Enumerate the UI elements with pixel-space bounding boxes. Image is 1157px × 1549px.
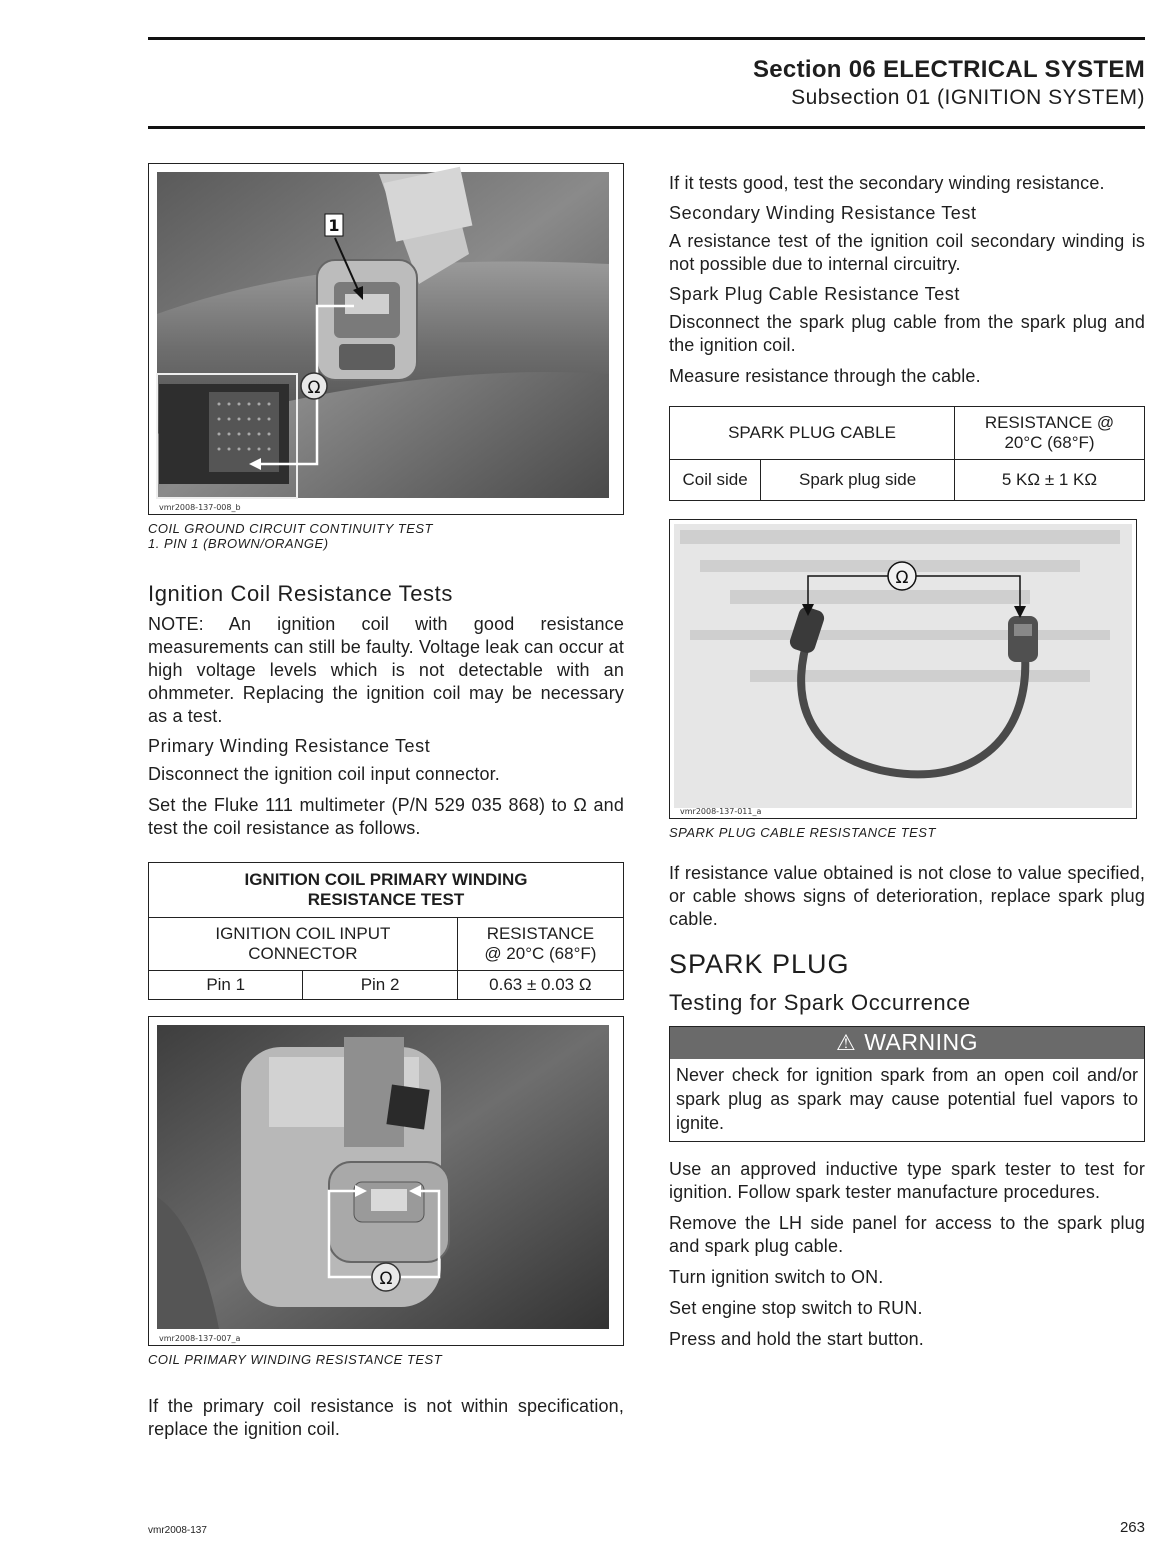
figure-id: vmr2008-137-008_b [159, 503, 241, 512]
ohm-symbol-1: Ω [307, 378, 321, 398]
paragraph-disconnect: Disconnect the ignition coil input connector. [148, 764, 500, 784]
heading-testing-spark: Testing for Spark Occurrence [669, 990, 971, 1015]
table-header-resistance: RESISTANCE @ 20°C (68°F) [955, 407, 1145, 460]
step-paragraph: Press and hold the start button. [669, 1329, 924, 1349]
figure-caption: COIL PRIMARY WINDING RESISTANCE TEST [148, 1352, 443, 1367]
warning-icon: ⚠ [835, 1030, 857, 1055]
step-paragraph: Set engine stop switch to RUN. [669, 1298, 923, 1318]
heading-spark-plug-cable: Spark Plug Cable Resistance Test [669, 284, 961, 304]
table-cell-pin1: Pin 1 [149, 971, 303, 1000]
footer-page-number: 263 [1119, 1519, 1145, 1536]
figure-caption: SPARK PLUG CABLE RESISTANCE TEST [669, 825, 936, 840]
warning-title: WARNING [864, 1029, 979, 1055]
step-paragraph: Turn ignition switch to ON. [669, 1267, 884, 1287]
warning-box [669, 1026, 1145, 1142]
paragraph-set-multimeter: Set the Fluke 111 multimeter (P/N 529 035 868) to Ω and test the coil resistance as follows. [148, 795, 624, 838]
paragraph-secondary: A resistance test of the ignition coil secondary winding is not possible due to internal circuitry. [669, 231, 1145, 274]
left-column [148, 163, 624, 1449]
paragraph-replace-cable: If resistance value obtained is not close to value specified, or cable shows signs of deterioration, replace spark plug cable. [669, 863, 1145, 929]
note-paragraph: NOTE: An ignition coil with good resistance measurements can still be faulty. Voltage leak can occur at high voltage levels which is not detectable with an ohmmeter. Replacing the ignition coil may be necessary as a test. [148, 614, 624, 726]
table-header-resistance: RESISTANCE @ 20°C (68°F) [457, 918, 623, 971]
figure-id: vmr2008-137-007_a [159, 1334, 241, 1343]
figure-coil-ground-test [148, 163, 624, 515]
primary-winding-table [148, 862, 624, 1000]
step-paragraph: Use an approved inductive type spark tester to test for ignition. Follow spark tester manufacture procedures. [669, 1159, 1145, 1202]
header-rule [148, 126, 1145, 129]
table-title: IGNITION COIL PRIMARY WINDING RESISTANCE TEST [149, 863, 624, 918]
section-title: Section 06 ELECTRICAL SYSTEM [752, 56, 1145, 83]
heading-secondary-winding: Secondary Winding Resistance Test [669, 203, 977, 223]
table-header-connector: IGNITION COIL INPUT CONNECTOR [149, 918, 458, 971]
table-cell-plug-side: Spark plug side [761, 460, 955, 501]
paragraph-replace-coil: If the primary coil resistance is not within specification, replace the ignition coil. [148, 1396, 624, 1439]
table-cell-resistance-value: 0.63 ± 0.03 Ω [457, 971, 623, 1000]
right-column [669, 172, 1145, 1359]
table-cell-pin2: Pin 2 [303, 971, 457, 1000]
subsection-title: Subsection 01 (IGNITION SYSTEM) [791, 86, 1145, 109]
figure-cable-resistance-test [669, 519, 1137, 819]
spark-plug-cable-table [669, 406, 1145, 501]
heading-primary-winding: Primary Winding Resistance Test [148, 736, 431, 756]
callout-1: 1 [328, 216, 340, 235]
figure-primary-winding-test [148, 1016, 624, 1346]
ohm-symbol-2: Ω [379, 1269, 393, 1289]
ohm-symbol-3: Ω [895, 568, 909, 588]
figure-id: vmr2008-137-011_a [680, 807, 762, 816]
heading-spark-plug: SPARK PLUG [669, 949, 850, 979]
step-paragraph: Remove the LH side panel for access to the spark plug and spark plug cable. [669, 1213, 1145, 1256]
heading-coil-resistance-tests: Ignition Coil Resistance Tests [148, 581, 453, 606]
paragraph-disconnect-cable: Disconnect the spark plug cable from the spark plug and the ignition coil. [669, 312, 1145, 355]
warning-text: Never check for ignition spark from an open coil and/or spark plug as spark may cause potential fuel vapors to ignite. [676, 1065, 1138, 1133]
table-cell-coil-side: Coil side [670, 460, 761, 501]
paragraph-measure: Measure resistance through the cable. [669, 366, 981, 386]
figure-caption-item: 1. PIN 1 (BROWN/ORANGE) [148, 536, 329, 551]
footer-doc-id: vmr2008-137 [148, 1525, 207, 1536]
warning-header [670, 1027, 1144, 1059]
paragraph-tests-good: If it tests good, test the secondary winding resistance. [669, 173, 1105, 193]
figure-caption: COIL GROUND CIRCUIT CONTINUITY TEST [148, 521, 433, 536]
top-rule [148, 37, 1145, 40]
table-header-cable: SPARK PLUG CABLE [670, 407, 955, 460]
table-cell-cable-resistance: 5 KΩ ± 1 KΩ [955, 460, 1145, 501]
